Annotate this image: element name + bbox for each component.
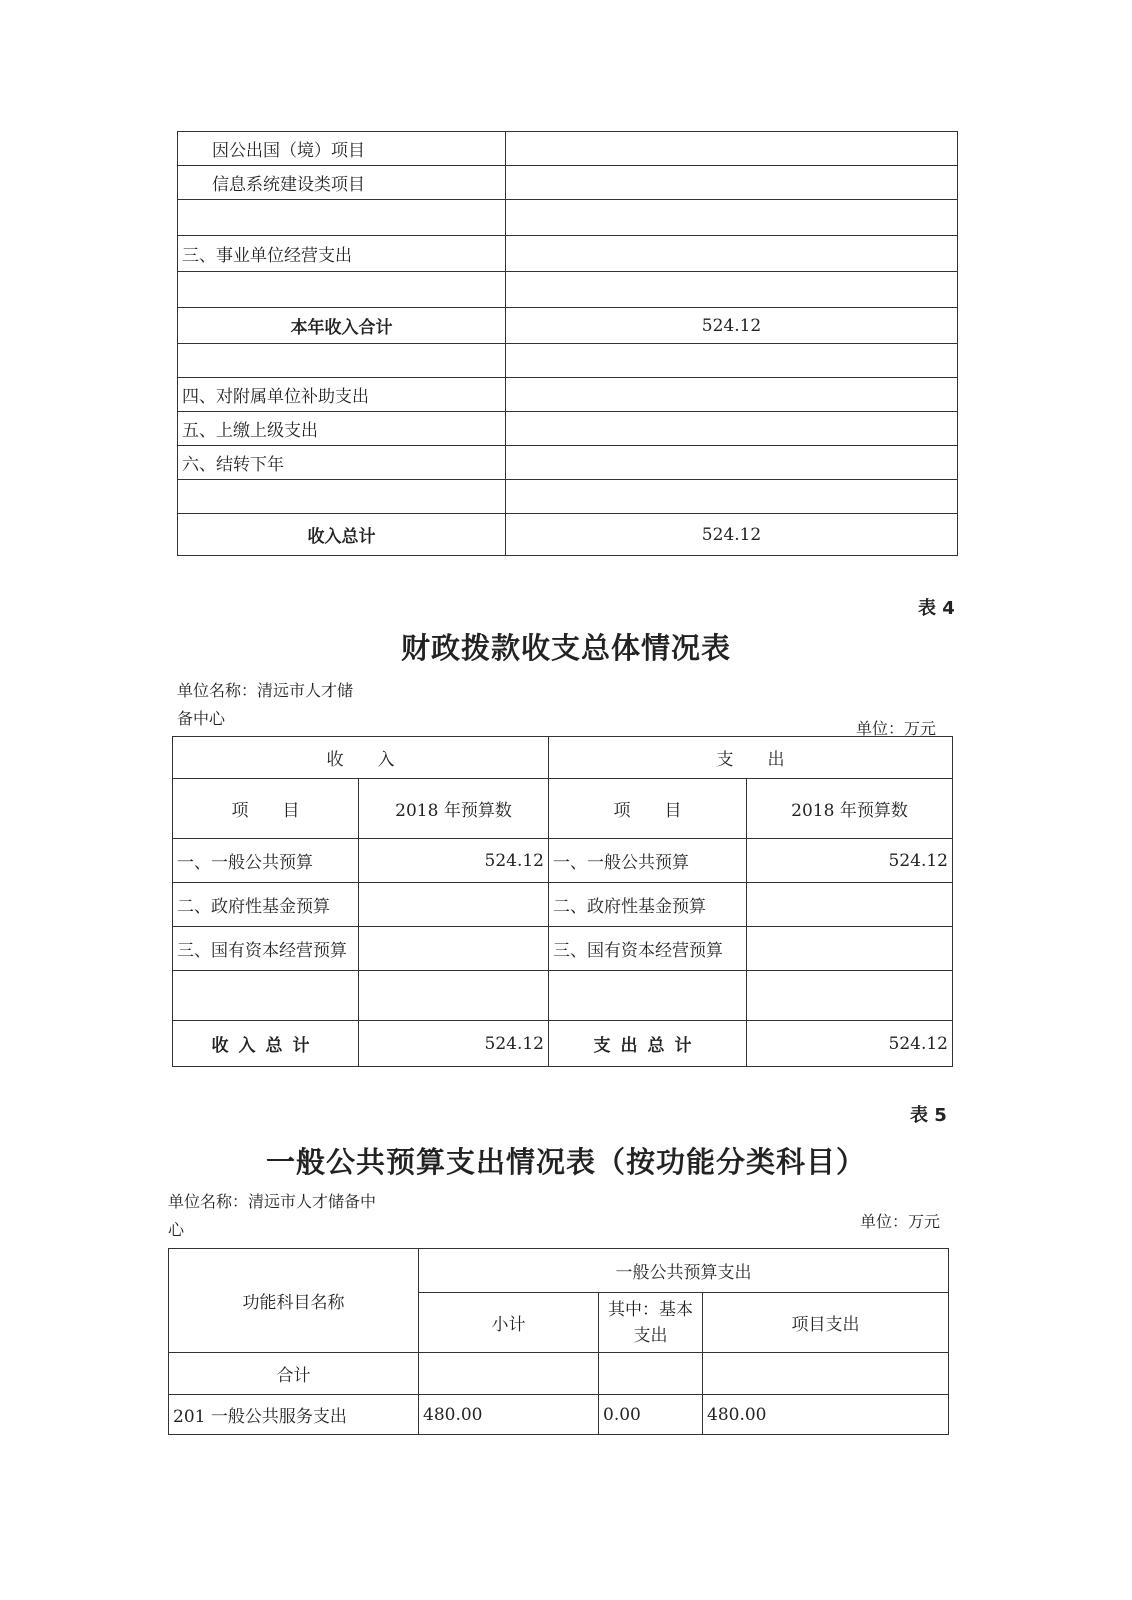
t3-row-label — [178, 480, 506, 514]
table4-unit-name-line2: 备中心 — [177, 709, 226, 728]
t4-expense-value: 524.12 — [747, 839, 953, 883]
table5-unit-name-line1: 单位名称：清远市人才储备中 — [168, 1192, 377, 1211]
t3-row-value — [506, 272, 958, 308]
t5-total-subtotal — [419, 1353, 599, 1395]
t4-income-label — [173, 971, 359, 1021]
t3-row-label — [178, 344, 506, 378]
t4-income-label: 三、国有资本经营预算 — [173, 927, 359, 971]
t3-row-value — [506, 132, 958, 166]
t3-row-value — [506, 236, 958, 272]
table5-unit: 单位：万元 — [860, 1212, 941, 1231]
t3-row-value — [506, 378, 958, 412]
t3-row-value — [506, 200, 958, 236]
t3-income-subtotal-value: 524.12 — [506, 308, 958, 344]
t4-expense-label: 一、一般公共预算 — [549, 839, 747, 883]
t4-col-budget: 2018 年预算数 — [359, 779, 549, 839]
t4-expense-header: 支 出 — [549, 737, 953, 779]
table5-general-budget — [168, 1248, 949, 1435]
t5-col-name: 功能科目名称 — [169, 1249, 419, 1353]
t5-row-subtotal: 480.00 — [419, 1395, 599, 1435]
t4-expense-label: 二、政府性基金预算 — [549, 883, 747, 927]
t5-col-basic-line1: 其中：基本 — [608, 1299, 693, 1320]
t3-row-label: 三、事业单位经营支出 — [178, 236, 506, 272]
t3-row-label: 五、上缴上级支出 — [178, 412, 506, 446]
t3-row-value — [506, 166, 958, 200]
t4-expense-total-value: 524.12 — [747, 1021, 953, 1067]
table5-tag: 表 5 — [910, 1105, 947, 1126]
t4-col-budget: 2018 年预算数 — [747, 779, 953, 839]
t5-col-project: 项目支出 — [703, 1293, 949, 1353]
t5-col-subtotal: 小计 — [419, 1293, 599, 1353]
t4-income-header: 收 入 — [173, 737, 549, 779]
t3-row-label: 因公出国（境）项目 — [178, 132, 506, 166]
t4-col-item: 项 目 — [173, 779, 359, 839]
t3-row-value — [506, 446, 958, 480]
t4-income-label: 一、一般公共预算 — [173, 839, 359, 883]
t5-group-header: 一般公共预算支出 — [419, 1249, 949, 1293]
t4-expense-total-label: 支出总计 — [549, 1021, 747, 1067]
t3-row-label: 四、对附属单位补助支出 — [178, 378, 506, 412]
table4-unit: 单位：万元 — [856, 719, 937, 738]
t4-col-item: 项 目 — [549, 779, 747, 839]
table5-unit-name-line2: 心 — [168, 1220, 185, 1239]
t4-expense-value — [747, 971, 953, 1021]
t5-total-label: 合计 — [169, 1353, 419, 1395]
t4-income-total-label: 收入总计 — [173, 1021, 359, 1067]
t3-income-total-value: 524.12 — [506, 514, 958, 556]
table4-tag: 表 4 — [918, 598, 955, 619]
t5-row-name: 201 一般公共服务支出 — [169, 1395, 419, 1435]
t4-income-label: 二、政府性基金预算 — [173, 883, 359, 927]
t5-row-project: 480.00 — [703, 1395, 949, 1435]
t3-row-value — [506, 480, 958, 514]
t5-col-basic — [599, 1293, 703, 1353]
t3-row-value — [506, 412, 958, 446]
table4-fiscal-funds — [172, 736, 953, 1067]
table4-unit-name-line1: 单位名称：清远市人才储 — [177, 681, 354, 700]
t4-income-value — [359, 971, 549, 1021]
t4-income-total-value: 524.12 — [359, 1021, 549, 1067]
t3-row-label: 信息系统建设类项目 — [178, 166, 506, 200]
t3-row-value — [506, 344, 958, 378]
t3-row-label: 六、结转下年 — [178, 446, 506, 480]
t5-total-project — [703, 1353, 949, 1395]
t3-income-total-label: 收入总计 — [178, 514, 506, 556]
t4-income-value: 524.12 — [359, 839, 549, 883]
table4-title: 财政拨款收支总体情况表 — [400, 631, 731, 665]
table5-title: 一般公共预算支出情况表（按功能分类科目） — [265, 1145, 866, 1179]
t5-col-basic-line2: 支出 — [633, 1325, 668, 1346]
t4-expense-value — [747, 883, 953, 927]
t5-total-basic — [599, 1353, 703, 1395]
t3-income-subtotal-label: 本年收入合计 — [178, 308, 506, 344]
t3-row-label — [178, 272, 506, 308]
t4-income-value — [359, 883, 549, 927]
t3-row-label — [178, 200, 506, 236]
t4-income-value — [359, 927, 549, 971]
t4-expense-value — [747, 927, 953, 971]
table3-continuation — [177, 131, 958, 556]
t4-expense-label: 三、国有资本经营预算 — [549, 927, 747, 971]
t5-row-basic: 0.00 — [599, 1395, 703, 1435]
t4-expense-label — [549, 971, 747, 1021]
